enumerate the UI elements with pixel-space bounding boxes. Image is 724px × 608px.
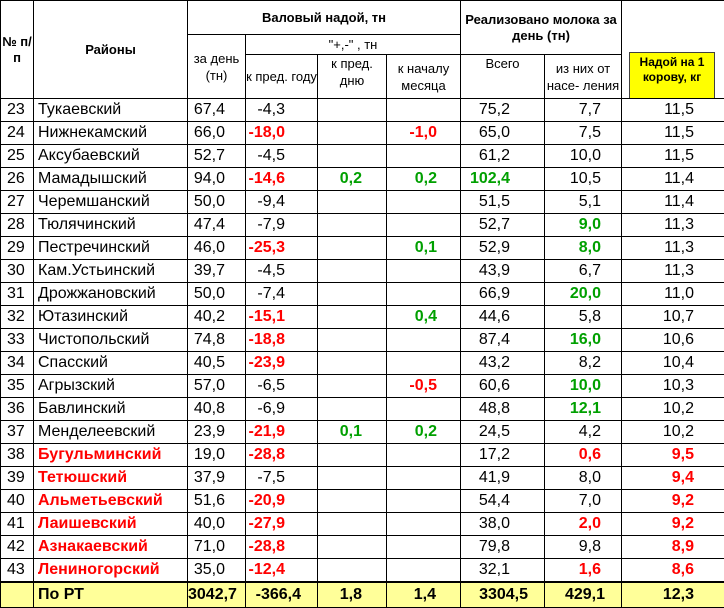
row-num: 24: [1, 122, 34, 145]
table-row: [1, 283, 724, 306]
district-name: Пестречинский: [34, 237, 188, 260]
per-day: 40,5: [188, 352, 246, 375]
vs-prev-year: -6,5: [246, 375, 318, 398]
vs-prev-day: [318, 283, 387, 306]
per-day: 19,0: [188, 444, 246, 467]
sold-population: 16,0: [545, 329, 622, 352]
sold-total: 66,9: [461, 283, 545, 306]
yield-per-cow: 11,0: [622, 283, 724, 306]
per-day: 94,0: [188, 168, 246, 191]
yield-per-cow: 11,4: [622, 191, 724, 214]
table-header: [1, 1, 724, 99]
row-num: 35: [1, 375, 34, 398]
sold-population: 8,0: [545, 237, 622, 260]
vs-prev-day: [318, 352, 387, 375]
yield-per-cow: 11,5: [622, 99, 724, 122]
vs-prev-year: -9,4: [246, 191, 318, 214]
header-gross-yield: Валовый надой, тн: [188, 1, 461, 35]
sold-total: 41,9: [461, 467, 545, 490]
per-day: 67,4: [188, 99, 246, 122]
district-name: Спасский: [34, 352, 188, 375]
sold-population: 4,2: [545, 421, 622, 444]
table-row: [1, 398, 724, 421]
sold-population: 10,0: [545, 145, 622, 168]
sold-population: 6,7: [545, 260, 622, 283]
table-row: [1, 168, 724, 191]
vs-month-start: 0,2: [387, 421, 461, 444]
header-district: Районы: [34, 1, 188, 99]
district-name: Ютазинский: [34, 306, 188, 329]
vs-prev-day: [318, 536, 387, 559]
row-num: 40: [1, 490, 34, 513]
vs-prev-day: [318, 490, 387, 513]
vs-prev-day: [318, 306, 387, 329]
yield-per-cow: 10,3: [622, 375, 724, 398]
row-num: 28: [1, 214, 34, 237]
table-row: [1, 329, 724, 352]
per-day: 50,0: [188, 191, 246, 214]
row-num: 42: [1, 536, 34, 559]
vs-month-start: -1,0: [387, 122, 461, 145]
sold-total: 51,5: [461, 191, 545, 214]
yield-per-cow: 11,5: [622, 145, 724, 168]
vs-month-start: [387, 191, 461, 214]
per-day: 52,7: [188, 145, 246, 168]
sold-population: 2,0: [545, 513, 622, 536]
vs-prev-year: -7,5: [246, 467, 318, 490]
sold-population: 12,1: [545, 398, 622, 421]
district-name: Черемшанский: [34, 191, 188, 214]
row-num: 39: [1, 467, 34, 490]
header-num: № п/п: [1, 1, 34, 99]
district-name: Кам.Устьинский: [34, 260, 188, 283]
district-name: Аксубаевский: [34, 145, 188, 168]
header-sold-population: из них от насе- ления: [545, 55, 622, 99]
row-num: 29: [1, 237, 34, 260]
vs-prev-year: -20,9: [246, 490, 318, 513]
vs-prev-day: [318, 145, 387, 168]
row-num: 30: [1, 260, 34, 283]
total-row-num: [1, 582, 34, 608]
vs-month-start: [387, 283, 461, 306]
row-num: 23: [1, 99, 34, 122]
vs-month-start: [387, 490, 461, 513]
vs-prev-year: -21,9: [246, 421, 318, 444]
vs-month-start: [387, 559, 461, 583]
yield-per-cow-callout: Надой на 1 корову, кг: [629, 52, 715, 99]
sold-total: 52,7: [461, 214, 545, 237]
vs-prev-year: -25,3: [246, 237, 318, 260]
yield-per-cow: 11,3: [622, 260, 724, 283]
header-vs-prev-day: к пред. дню: [318, 55, 387, 99]
table-row: [1, 375, 724, 398]
yield-per-cow: 8,6: [622, 559, 724, 583]
per-day: 71,0: [188, 536, 246, 559]
yield-per-cow: 11,3: [622, 237, 724, 260]
sold-population: 1,6: [545, 559, 622, 583]
vs-month-start: 0,1: [387, 237, 461, 260]
yield-per-cow: 11,5: [622, 122, 724, 145]
header-plus-minus: "+,-" , тн: [246, 35, 461, 55]
header-per-day: за день (тн): [188, 35, 246, 99]
sold-total: 79,8: [461, 536, 545, 559]
per-day: 50,0: [188, 283, 246, 306]
row-num: 38: [1, 444, 34, 467]
district-name: Бугульминский: [34, 444, 188, 467]
district-name: Тетюшский: [34, 467, 188, 490]
vs-month-start: [387, 145, 461, 168]
total-sold-total: 3304,5: [461, 582, 545, 608]
sold-population: 5,8: [545, 306, 622, 329]
vs-prev-year: -18,0: [246, 122, 318, 145]
vs-prev-day: [318, 559, 387, 583]
vs-month-start: [387, 214, 461, 237]
vs-month-start: -0,5: [387, 375, 461, 398]
table-row: [1, 513, 724, 536]
sold-total: 52,9: [461, 237, 545, 260]
row-num: 32: [1, 306, 34, 329]
district-name: Мамадышский: [34, 168, 188, 191]
table-row: [1, 490, 724, 513]
sold-total: 75,2: [461, 99, 545, 122]
header-sold-total: Всего: [461, 55, 545, 99]
header-sold-milk: Реализовано молока за день (тн): [461, 1, 622, 55]
sold-population: 7,5: [545, 122, 622, 145]
table-row: [1, 444, 724, 467]
district-name: Тукаевский: [34, 99, 188, 122]
per-day: 46,0: [188, 237, 246, 260]
yield-per-cow: 10,2: [622, 398, 724, 421]
header-vs-prev-year: к пред. году: [246, 55, 318, 99]
table-row: [1, 237, 724, 260]
total-vs-prev-year: -366,4: [246, 582, 318, 608]
vs-month-start: [387, 536, 461, 559]
sold-total: 32,1: [461, 559, 545, 583]
sold-population: 20,0: [545, 283, 622, 306]
yield-per-cow: 10,4: [622, 352, 724, 375]
sold-total: 44,6: [461, 306, 545, 329]
vs-month-start: [387, 260, 461, 283]
vs-prev-year: -28,8: [246, 444, 318, 467]
vs-prev-day: [318, 191, 387, 214]
table-row: [1, 559, 724, 583]
per-day: 40,2: [188, 306, 246, 329]
sold-total: 54,4: [461, 490, 545, 513]
total-row: [1, 582, 724, 608]
vs-month-start: [387, 352, 461, 375]
per-day: 47,4: [188, 214, 246, 237]
vs-prev-year: -15,1: [246, 306, 318, 329]
vs-prev-day: 0,1: [318, 421, 387, 444]
sold-total: 43,2: [461, 352, 545, 375]
yield-per-cow: 10,7: [622, 306, 724, 329]
sold-population: 0,6: [545, 444, 622, 467]
district-name: Бавлинский: [34, 398, 188, 421]
yield-per-cow: 10,6: [622, 329, 724, 352]
yield-per-cow: 11,3: [622, 214, 724, 237]
vs-prev-day: [318, 513, 387, 536]
sold-population: 8,0: [545, 467, 622, 490]
vs-month-start: [387, 99, 461, 122]
per-day: 57,0: [188, 375, 246, 398]
total-vs-prev-day: 1,8: [318, 582, 387, 608]
vs-prev-year: -7,9: [246, 214, 318, 237]
row-num: 31: [1, 283, 34, 306]
yield-per-cow: 11,4: [622, 168, 724, 191]
sold-total: 60,6: [461, 375, 545, 398]
vs-month-start: [387, 467, 461, 490]
yield-per-cow: 8,9: [622, 536, 724, 559]
table-row: [1, 214, 724, 237]
sold-population: 10,5: [545, 168, 622, 191]
sold-total: 102,4: [461, 168, 545, 191]
vs-prev-day: 0,2: [318, 168, 387, 191]
yield-per-cow: 9,2: [622, 490, 724, 513]
vs-prev-day: [318, 99, 387, 122]
vs-prev-day: [318, 329, 387, 352]
header-yield-per-cow: [622, 1, 724, 99]
row-num: 33: [1, 329, 34, 352]
total-vs-month-start: 1,4: [387, 582, 461, 608]
vs-month-start: [387, 329, 461, 352]
per-day: 40,8: [188, 398, 246, 421]
row-num: 41: [1, 513, 34, 536]
vs-prev-year: -12,4: [246, 559, 318, 583]
district-name: Лениногорский: [34, 559, 188, 583]
sold-population: 9,8: [545, 536, 622, 559]
table-row: [1, 99, 724, 122]
district-name: Азнакаевский: [34, 536, 188, 559]
yield-per-cow: 9,4: [622, 467, 724, 490]
row-num: 43: [1, 559, 34, 583]
vs-prev-day: [318, 237, 387, 260]
vs-month-start: [387, 398, 461, 421]
vs-prev-year: -6,9: [246, 398, 318, 421]
vs-prev-year: -4,5: [246, 260, 318, 283]
header-vs-month-start: к началу месяца: [387, 55, 461, 99]
sold-total: 87,4: [461, 329, 545, 352]
vs-prev-year: -4,3: [246, 99, 318, 122]
sold-total: 48,8: [461, 398, 545, 421]
district-name: Чистопольский: [34, 329, 188, 352]
vs-prev-day: [318, 122, 387, 145]
total-yield-per-cow: 12,3: [622, 582, 724, 608]
yield-per-cow: 10,2: [622, 421, 724, 444]
table-row: [1, 145, 724, 168]
district-name: Альметьевский: [34, 490, 188, 513]
vs-prev-year: -18,8: [246, 329, 318, 352]
total-per-day: 3042,7: [188, 582, 246, 608]
sold-population: 5,1: [545, 191, 622, 214]
district-name: Агрызский: [34, 375, 188, 398]
vs-prev-day: [318, 214, 387, 237]
row-num: 36: [1, 398, 34, 421]
vs-month-start: [387, 513, 461, 536]
row-num: 25: [1, 145, 34, 168]
table-row: [1, 352, 724, 375]
sold-population: 9,0: [545, 214, 622, 237]
table-row: [1, 191, 724, 214]
sold-total: 17,2: [461, 444, 545, 467]
row-num: 34: [1, 352, 34, 375]
per-day: 66,0: [188, 122, 246, 145]
district-name: Менделеевский: [34, 421, 188, 444]
district-name: Лаишевский: [34, 513, 188, 536]
table-row: [1, 467, 724, 490]
vs-prev-day: [318, 467, 387, 490]
vs-prev-year: -23,9: [246, 352, 318, 375]
vs-month-start: [387, 444, 461, 467]
vs-prev-year: -4,5: [246, 145, 318, 168]
vs-prev-year: -7,4: [246, 283, 318, 306]
per-day: 35,0: [188, 559, 246, 583]
per-day: 40,0: [188, 513, 246, 536]
row-num: 37: [1, 421, 34, 444]
vs-prev-day: [318, 444, 387, 467]
per-day: 23,9: [188, 421, 246, 444]
row-num: 27: [1, 191, 34, 214]
sold-total: 43,9: [461, 260, 545, 283]
table-row: [1, 306, 724, 329]
district-name: Дрожжановский: [34, 283, 188, 306]
table-footer: [1, 582, 724, 608]
row-num: 26: [1, 168, 34, 191]
sold-population: 10,0: [545, 375, 622, 398]
table-row: [1, 421, 724, 444]
vs-prev-day: [318, 398, 387, 421]
total-label: По РТ: [34, 582, 188, 608]
sold-total: 24,5: [461, 421, 545, 444]
sold-total: 38,0: [461, 513, 545, 536]
sold-population: 7,7: [545, 99, 622, 122]
sold-population: 8,2: [545, 352, 622, 375]
yield-per-cow: 9,5: [622, 444, 724, 467]
per-day: 51,6: [188, 490, 246, 513]
district-name: Нижнекамский: [34, 122, 188, 145]
per-day: 74,8: [188, 329, 246, 352]
total-sold-population: 429,1: [545, 582, 622, 608]
table-body: [1, 99, 724, 583]
sold-total: 65,0: [461, 122, 545, 145]
vs-month-start: 0,2: [387, 168, 461, 191]
vs-prev-year: -28,8: [246, 536, 318, 559]
per-day: 37,9: [188, 467, 246, 490]
vs-prev-day: [318, 375, 387, 398]
vs-prev-year: -14,6: [246, 168, 318, 191]
vs-prev-day: [318, 260, 387, 283]
table-row: [1, 122, 724, 145]
district-name: Тюлячинский: [34, 214, 188, 237]
per-day: 39,7: [188, 260, 246, 283]
vs-month-start: 0,4: [387, 306, 461, 329]
sold-population: 7,0: [545, 490, 622, 513]
yield-per-cow: 9,2: [622, 513, 724, 536]
table-row: [1, 260, 724, 283]
sold-total: 61,2: [461, 145, 545, 168]
table-row: [1, 536, 724, 559]
vs-prev-year: -27,9: [246, 513, 318, 536]
